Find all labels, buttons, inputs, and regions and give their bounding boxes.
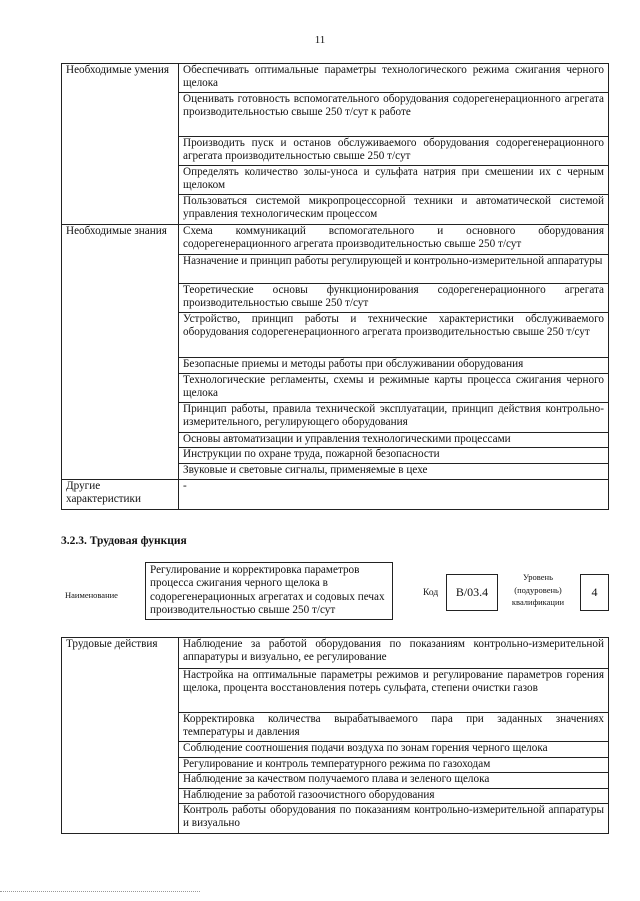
skills-knowledge-table <box>61 63 609 510</box>
level-label: Уровень (подуровень) квалификации <box>511 572 565 607</box>
list-item: Соблюдение соотношения подачи воздуха по зонам горения черного щелока <box>179 742 609 758</box>
list-item: Инструкции по охране труда, пожарной безопасности <box>179 448 609 464</box>
list-item: Регулирование и контроль температурного режима по газоходам <box>179 758 609 773</box>
table-row <box>62 480 609 510</box>
list-item: Наблюдение за качеством получаемого плава и зеленого щелока <box>179 773 609 789</box>
table-row <box>62 225 609 255</box>
code-label: Код <box>423 588 439 598</box>
list-item: Основы автоматизации и управления технологическими процессами <box>179 433 609 448</box>
list-item: - <box>179 480 609 510</box>
list-item: Контроль работы оборудования по показаниям контрольно-измерительной аппаратуры и визуально <box>179 804 609 834</box>
list-item: Наблюдение за работой оборудования по показаниям контрольно-измерительной аппаратуры и визуально, ее регулирование <box>179 638 609 669</box>
list-item: Назначение и принцип работы регулирующей и контрольно-измерительной аппаратуры <box>179 255 609 284</box>
section-title: 3.2.3. Трудовая функция <box>61 535 187 547</box>
row-label-skills: Необходимые умения <box>62 64 179 225</box>
list-item: Наблюдение за работой газоочистного оборудования <box>179 789 609 804</box>
list-item: Производить пуск и останов обслуживаемого оборудования содорегенерационного агрегата производительностью свыше 250 т/сут <box>179 137 609 166</box>
list-item: Схема коммуникаций вспомогательного и основного оборудования содорегенерационного агрегата производительностью свыше 250 т/сут <box>179 225 609 255</box>
list-item: Безопасные приемы и методы работы при обслуживании оборудования <box>179 358 609 374</box>
table-row <box>62 638 609 669</box>
function-name-box: Регулирование и корректировка параметров процесса сжигания черного щелока в содорегенерационных агрегатах и содовых печах производительностью свыше 250 т/сут <box>145 562 393 620</box>
row-label-other: Другие характеристики <box>62 480 179 510</box>
list-item: Принцип работы, правила технической эксплуатации, принцип действия контрольно-измерительного, регулирующего оборудования <box>179 403 609 433</box>
list-item: Пользоваться системой микропроцессорной техники и автоматической системой управления технологическим процессом <box>179 195 609 225</box>
labor-actions-table <box>61 637 609 834</box>
list-item: Устройство, принцип работы и технические характеристики обслуживаемого оборудования содорегенерационного агрегата производительностью свыше 250 т/сут <box>179 313 609 358</box>
function-code-box: B/03.4 <box>446 574 498 611</box>
level-value-box: 4 <box>580 574 609 611</box>
list-item: Определять количество золы-уноса и сульфата натрия при смешении их с черным щелоком <box>179 166 609 195</box>
page-number: 11 <box>314 34 326 46</box>
list-item: Теоретические основы функционирования содорегенерационного агрегата производительностью свыше 250 т/сут <box>179 284 609 313</box>
list-item: Звуковые и световые сигналы, применяемые в цехе <box>179 464 609 480</box>
row-label-actions: Трудовые действия <box>62 638 179 834</box>
list-item: Обеспечивать оптимальные параметры технологического режима сжигания черного щелока <box>179 64 609 93</box>
name-label: Наименование <box>65 590 118 600</box>
list-item: Оценивать готовность вспомогательного оборудования содорегенерационного агрегата производительностью свыше 250 т/сут к работе <box>179 93 609 137</box>
footer-divider <box>0 891 200 892</box>
list-item: Технологические регламенты, схемы и режимные карты процесса сжигания черного щелока <box>179 374 609 403</box>
list-item: Настройка на оптимальные параметры режимов и регулирование параметров горения щелока, процента восстановления потерь сульфата, степени очистки газов <box>179 669 609 713</box>
table-row <box>62 64 609 93</box>
list-item: Корректировка количества вырабатываемого пара при заданных значениях температуры и давления <box>179 713 609 742</box>
function-info-row <box>61 562 608 620</box>
row-label-knowledge: Необходимые знания <box>62 225 179 480</box>
